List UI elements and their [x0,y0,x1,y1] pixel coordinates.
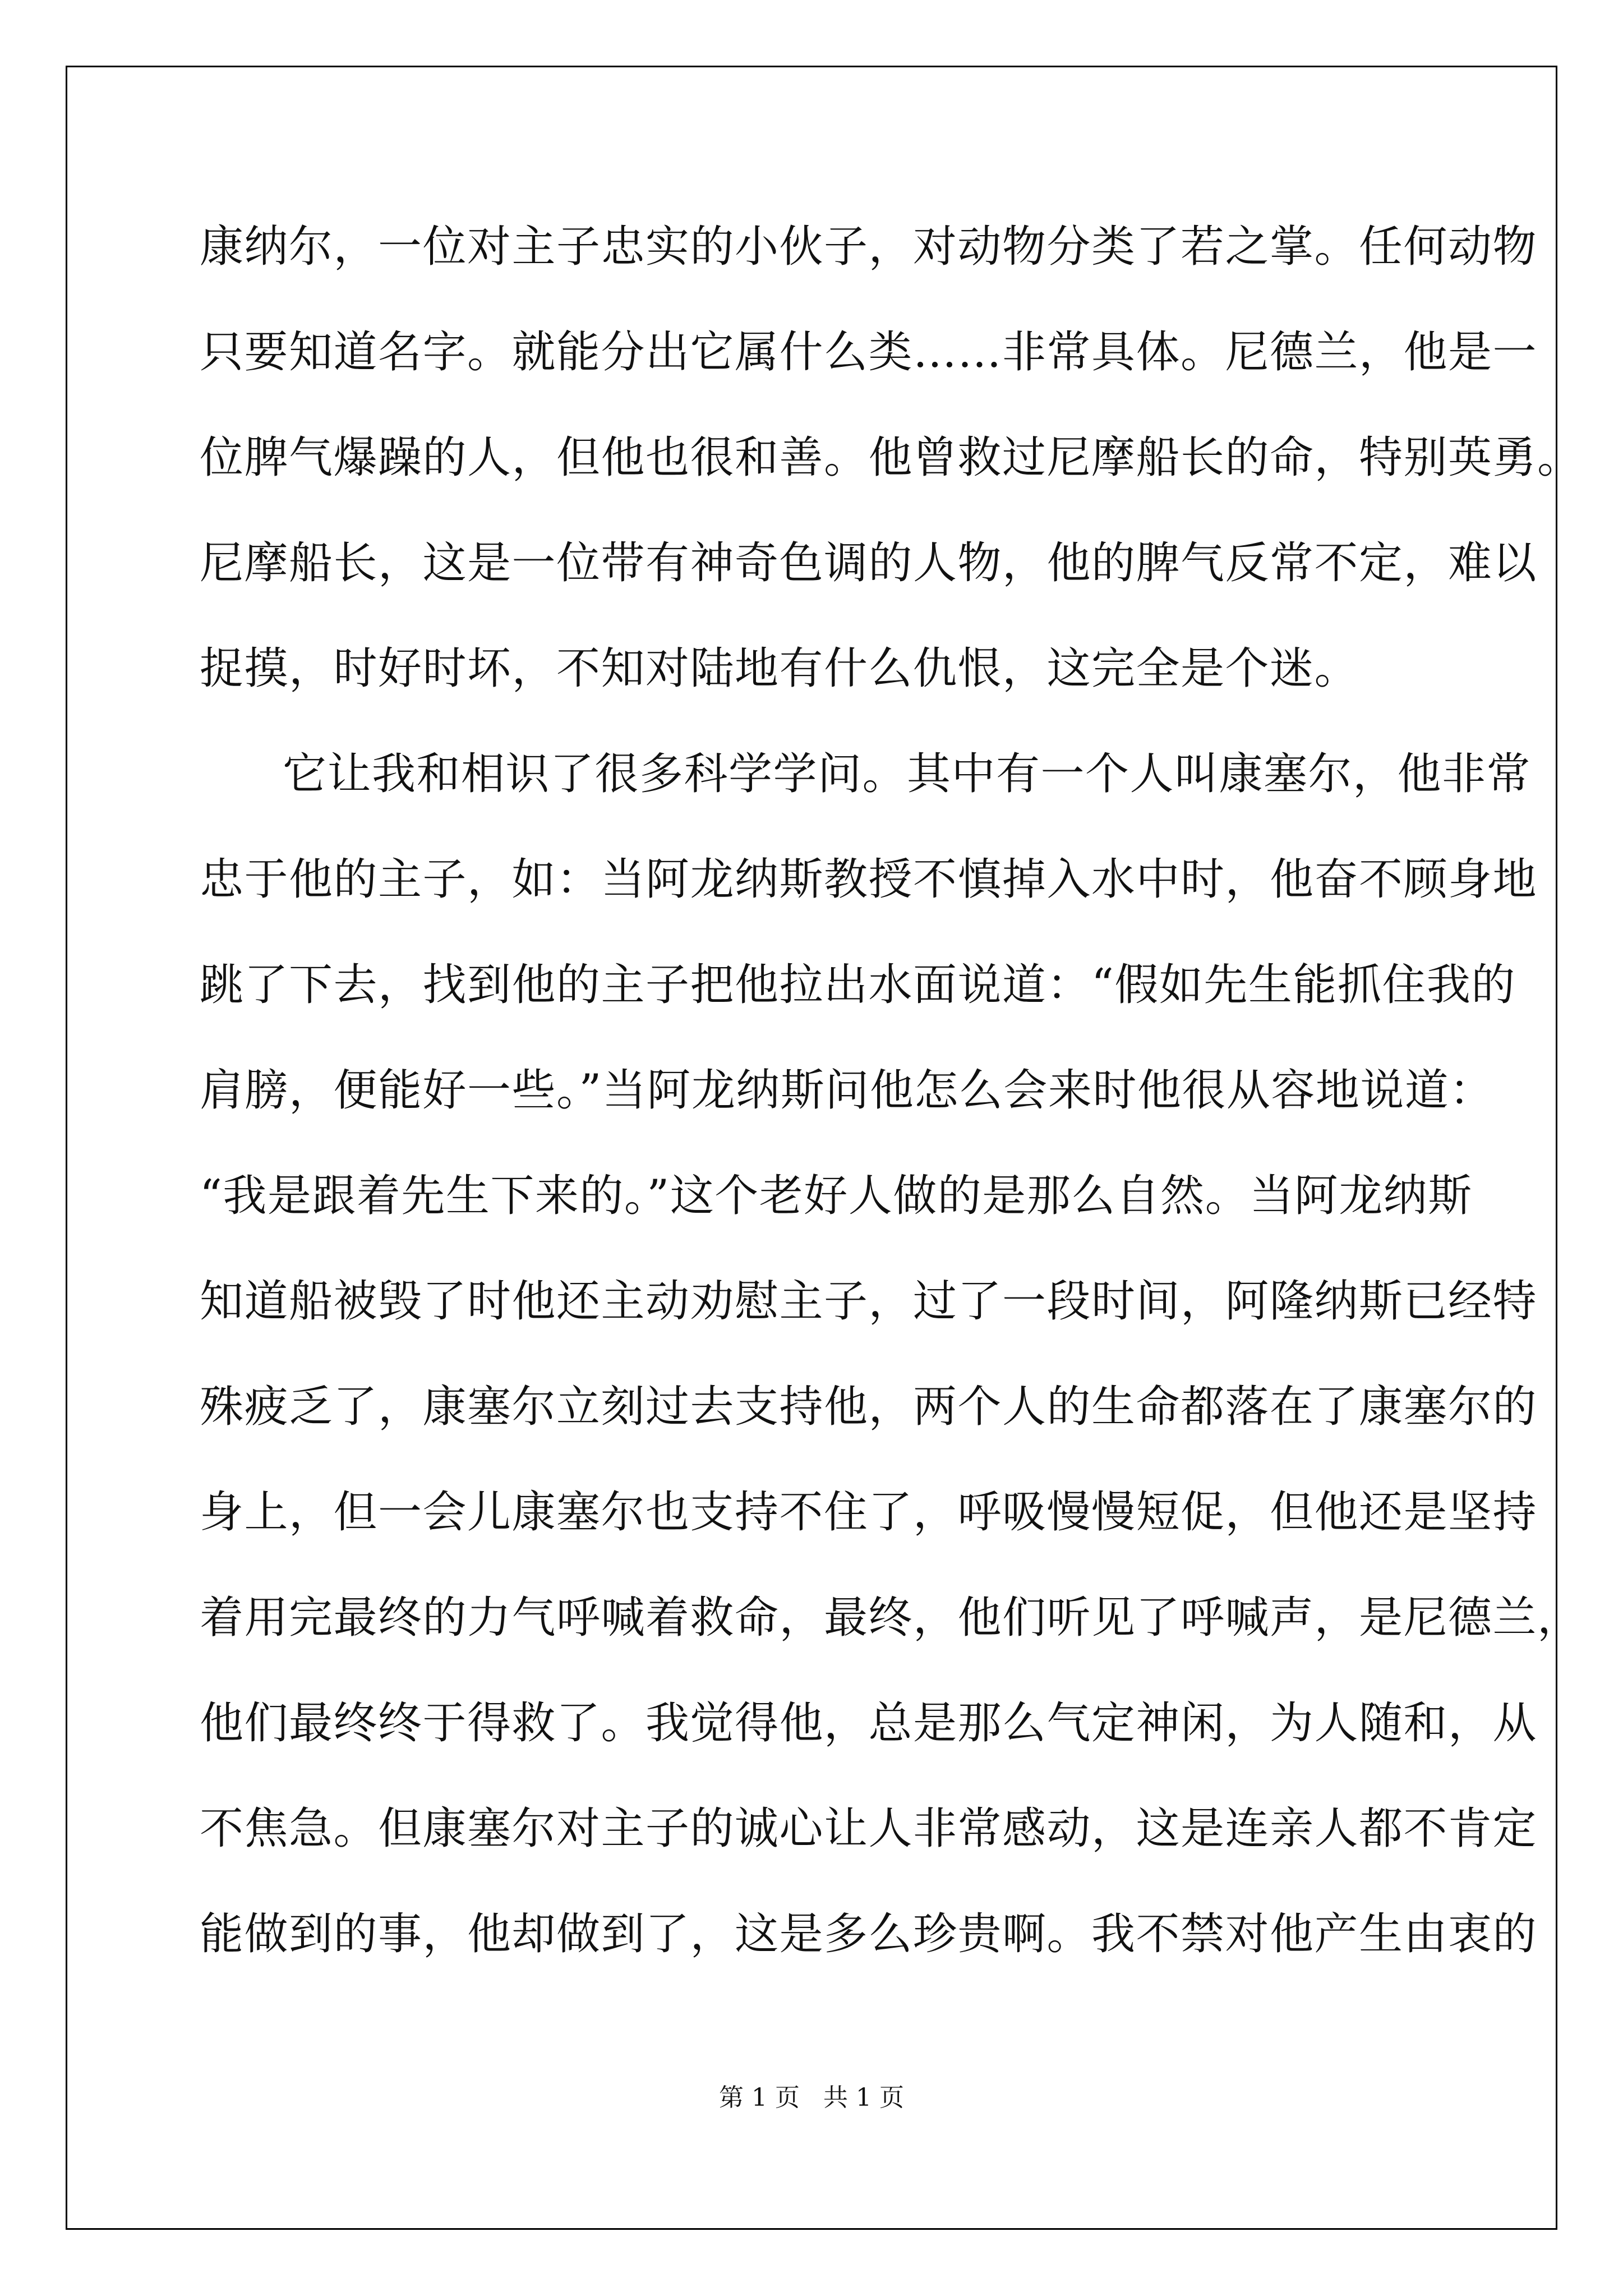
text-line: “我是跟着先生下来的。”这个老好人做的是那么自然。当阿龙纳斯 [200,1171,1473,1221]
paragraph-first-line: 它让我和相识了很多科学学问。其中有一个人叫康塞尔，他非常 [283,749,1532,799]
text-line: 能做到的事，他却做到了，这是多么珍贵啊。我不禁对他产生由衷的 [200,1909,1538,1959]
text-line: 不焦急。但康塞尔对主子的诚心让人非常感动，这是连亲人都不肯定 [200,1803,1538,1854]
text-line: 捉摸，时好时坏，不知对陆地有什么仇恨，这完全是个迷。 [200,643,1359,694]
text-line: 跳了下去，找到他的主子把他拉出水面说道：“假如先生能抓住我的 [200,960,1516,1010]
page-border [66,66,1582,2230]
text-line: 身上，但一会儿康塞尔也支持不住了，呼吸慢慢短促，但他还是坚持 [200,1487,1538,1538]
text-line: 尼摩船长，这是一位带有神奇色调的人物，他的脾气反常不定，难以 [200,538,1538,588]
text-line: 着用完最终的力气呼喊着救命，最终，他们听见了呼喊声，是尼德兰， [200,1593,1582,1643]
text-line: 忠于他的主子，如：当阿龙纳斯教授不慎掉入水中时，他奋不顾身地 [200,854,1538,905]
text-line: 肩膀，便能好一些。”当阿龙纳斯问他怎么会来时他很从容地说道： [200,1065,1494,1116]
text-line: 只要知道名字。就能分出它属什么类……非常具体。尼德兰，他是一 [200,327,1538,378]
text-line: 殊疲乏了，康塞尔立刻过去支持他，两个人的生命都落在了康塞尔的 [200,1382,1538,1432]
page-number-footer: 第 1 页 共 1 页 [719,2083,904,2112]
text-line: 他们最终终于得救了。我觉得他，总是那么气定神闲，为人随和，从 [200,1698,1538,1749]
text-line: 知道船被毁了时他还主动劝慰主子，过了一段时间，阿隆纳斯已经特 [200,1276,1538,1327]
text-line: 康纳尔，一位对主子忠实的小伙子，对动物分类了若之掌。任何动物 [200,222,1538,272]
text-line: 位脾气爆躁的人，但他也很和善。他曾救过尼摩船长的命，特别英勇。 [200,432,1582,483]
